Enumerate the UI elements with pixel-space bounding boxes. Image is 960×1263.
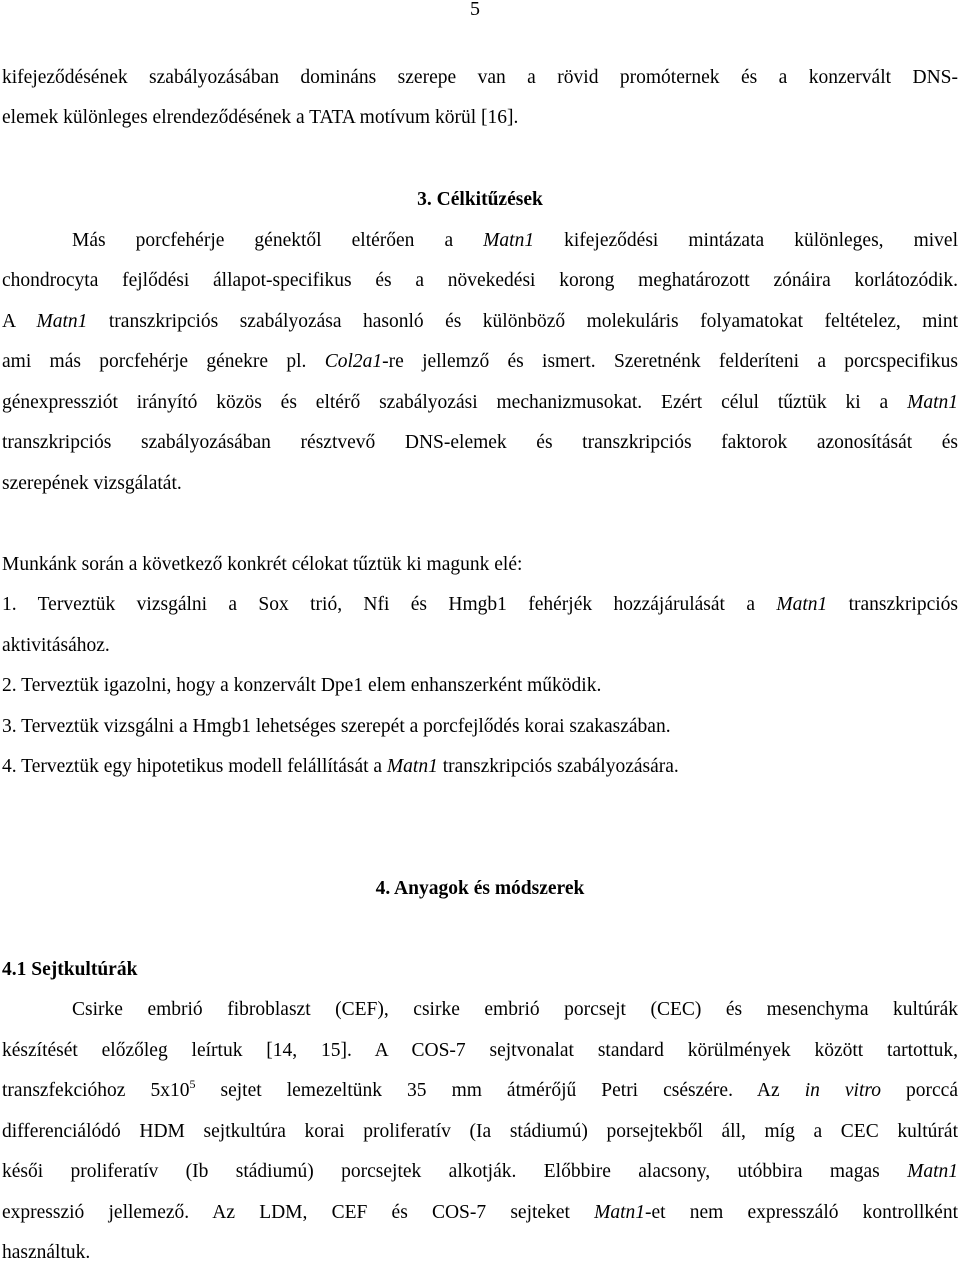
paragraph-line: génexpressziót irányító közös és eltérő szabályozási mechanizmusokat. Ezért célul tűztük ki a Matn1 (2, 392, 958, 413)
paragraph-line: Csirke embrió fibroblaszt (CEF), csirke embrió porcsejt (CEC) és mesenchyma kultúrák (72, 999, 958, 1020)
paragraph-line: transzfekcióhoz $5x10^5$ sejtet lemezeltünk 35 mm átmérőjű Petri csészére. Az in vitro porccá (2, 1077, 958, 1101)
goals-intro: Munkánk során a következő konkrét célokat tűztük ki magunk elé: (2, 554, 523, 575)
paragraph-line: expresszió jellemező. Az LDM, CEF és COS-7 sejteket Matn1-et nem expresszáló kontrollként (2, 1202, 958, 1223)
paragraph-line: használtuk. (2, 1242, 91, 1263)
goal-2: 2. Terveztük igazolni, hogy a konzervált Dpe1 elem enhanszerként működik. (2, 675, 602, 696)
paragraph-line: A Matn1 transzkripciós szabályozása hasonló és különböző molekuláris folyamatokat feltételez, mint (2, 311, 958, 332)
goal-4: 4. Terveztük egy hipotetikus modell felállítását a Matn1 transzkripciós szabályozására. (2, 756, 679, 777)
subsection-4-1-heading: 4.1 Sejtkultúrák (2, 959, 138, 980)
section-3-heading: 3. Célkitűzések (417, 189, 543, 210)
paragraph-line: differenciálódó HDM sejtkultúra korai proliferatív (Ia stádiumú) porsejtekből áll, míg a CEC kultúrát (2, 1121, 958, 1142)
paragraph-line: chondrocyta fejlődési állapot-specifikus és a növekedési korong meghatározott zónáira korlátozódik. (2, 270, 958, 291)
page-number: 5 (470, 0, 480, 20)
paragraph-line: Más porcfehérje génektől eltérően a Matn1 kifejeződési mintázata különleges, mivel (72, 230, 959, 251)
paragraph-line: készítését előzőleg leírtuk [14, 15]. A COS-7 sejtvonalat standard körülmények között tartottuk, (2, 1040, 958, 1061)
goal-3: 3. Terveztük vizsgálni a Hmgb1 lehetséges szerepét a porcfejlődés korai szakaszában. (2, 716, 671, 737)
section-4-heading: 4. Anyagok és módszerek (375, 878, 585, 899)
paragraph-line: késői proliferatív (Ib stádiumú) porcsejtek alkotják. Előbbire alacsony, utóbbira magas Matn1 (2, 1161, 958, 1182)
intro-line-1: kifejeződésének szabályozásában domináns szerepe van a rövid promóternek és a konzervált DNS- (2, 67, 958, 88)
paragraph-line: ami más porcfehérje génekre pl. Col2a1-re jellemző és ismert. Szeretnénk felderíteni a porcspecifikus (2, 351, 958, 372)
goal-1-cont: aktivitásához. (2, 635, 110, 656)
paragraph-line: szerepének vizsgálatát. (2, 473, 182, 494)
paragraph-line: transzkripciós szabályozásában résztvevő DNS-elemek és transzkripciós faktorok azonosítását és (2, 432, 958, 453)
intro-line-2: elemek különleges elrendeződésének a TATA motívum körül [16]. (2, 107, 519, 128)
goal-1: 1. Terveztük vizsgálni a Sox trió, Nfi és Hmgb1 fehérjék hozzájárulását a Matn1 transzkripciós (2, 594, 958, 615)
